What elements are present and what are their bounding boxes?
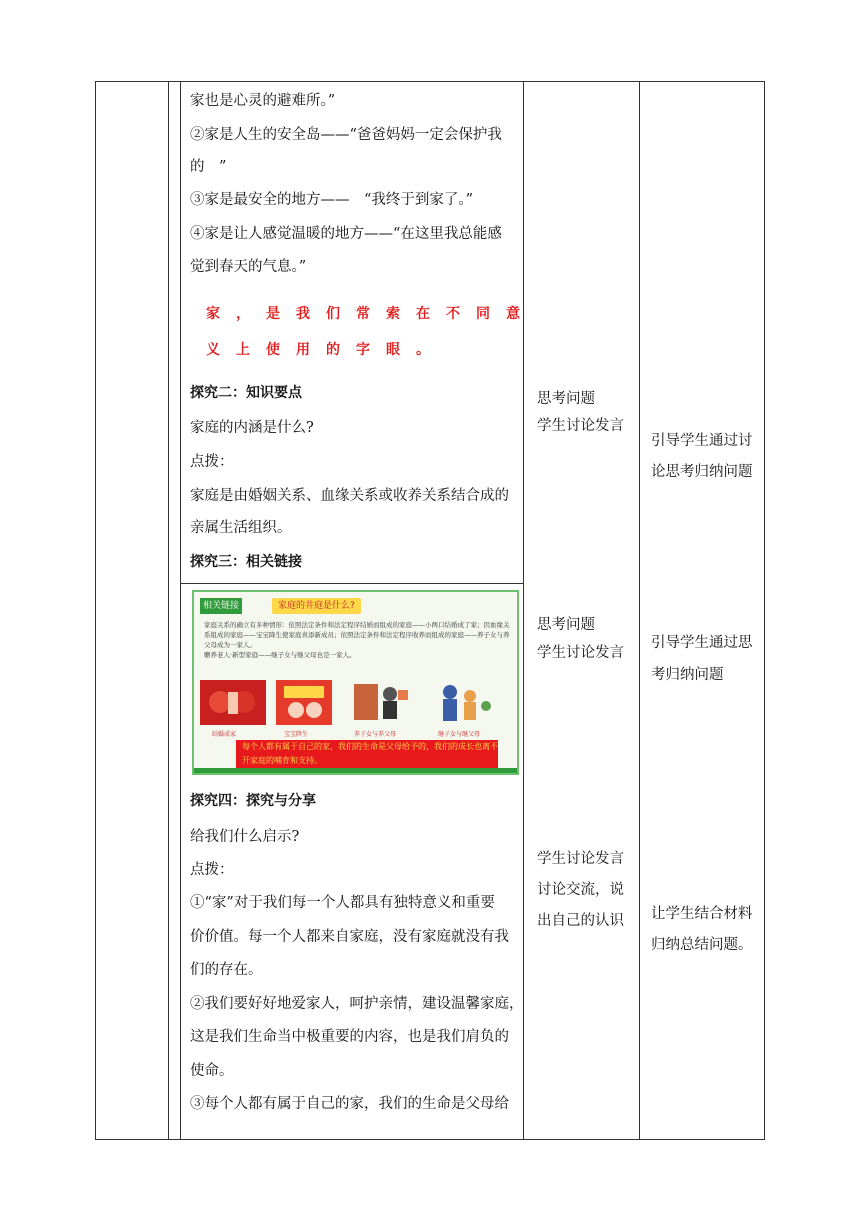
student-activity: 思考问题: [537, 391, 595, 407]
student-activity: 出自己的认识: [537, 913, 624, 929]
caption: 结婚成家: [212, 731, 237, 738]
baby-photo: [276, 680, 332, 725]
section-heading: 探究二：知识要点: [190, 385, 302, 401]
panel-title: 家庭的井庭是什么?: [272, 598, 361, 614]
answer-text: 使命。: [190, 1063, 234, 1079]
panel-extra: 赡养老人·新型家庭——继子女与继父母也是一家人。: [204, 651, 356, 659]
text-line: ④家是让人感觉温暖的地方——“在这里我总能感: [190, 226, 502, 242]
text-line: 的 ”: [190, 159, 227, 175]
wedding-photo: [200, 680, 266, 725]
highlight-line: 义上使用的字眼。: [206, 342, 446, 358]
design-intent: 考归纳问题: [651, 667, 724, 683]
col-divider-2: [180, 82, 181, 1139]
family-cartoon: [432, 680, 498, 725]
design-intent: 让学生结合材料: [651, 906, 753, 922]
design-intent: 论思考归纳问题: [651, 464, 753, 480]
col-divider-1: [168, 82, 169, 1139]
design-intent: 引导学生通过讨: [651, 433, 753, 449]
panel-badge: 相关链接: [200, 598, 242, 614]
related-link-image: [192, 590, 519, 775]
student-activity: 讨论交流，说: [537, 882, 624, 898]
hint-label: 点拨：: [190, 862, 234, 878]
answer-text: 亲属生活组织。: [190, 520, 292, 536]
question-text: 家庭的内涵是什么?: [190, 420, 314, 436]
question-text: 给我们什么启示?: [190, 829, 300, 845]
panel-bottom-bar: [194, 768, 517, 773]
student-activity: 学生讨论发言: [537, 851, 624, 867]
col-divider-3: [523, 82, 524, 1139]
answer-text: ①“家”对于我们每一个人都具有独特意义和重要: [190, 895, 495, 911]
text-line: 家也是心灵的避难所。”: [190, 93, 336, 109]
panel-body: 家庭关系的确立有多种情形：依照法定条件和法定程序结婚而组成的家庭——小两口结婚成了家；因血缘关系组成的家庭——宝宝降生使家庭喜添新成员；依照法定条件和法定程序收养而组成的家庭——养子女与养父母成为一家人。: [204, 621, 510, 649]
answer-text: ③每个人都有属于自己的家，我们的生命是父母给: [190, 1096, 509, 1112]
answer-text: 们的存在。: [190, 962, 263, 978]
text-line: ③家是最安全的地方—— “我终于到家了。”: [190, 192, 474, 208]
col-divider-4: [639, 82, 640, 1139]
panel-text: [204, 620, 514, 660]
text-line: ②家是人生的安全岛——“爸爸妈妈一定会保护我: [190, 127, 502, 143]
answer-text: 这是我们生命当中极重要的内容，也是我们肩负的: [190, 1029, 509, 1045]
caption: 继子女与继父母: [438, 731, 481, 738]
design-intent: 归纳总结问题。: [651, 937, 753, 953]
panel-banner: 每个人都有属于自己的家，我们的生命是父母给予的，我们的成长也离不开家庭的哺育和支持。: [236, 740, 498, 768]
student-activity: 学生讨论发言: [537, 645, 624, 661]
student-activity: 思考问题: [537, 617, 595, 633]
caption: 宝宝降生: [284, 731, 309, 738]
answer-text: ②我们要好好地爱家人，呵护亲情，建设温馨家庭，: [190, 996, 524, 1012]
student-activity: 学生讨论发言: [537, 418, 624, 434]
caption: 养子女与养父母: [354, 731, 397, 738]
adoption-cartoon: [350, 680, 410, 725]
row-divider: [180, 583, 523, 584]
hint-label: 点拨：: [190, 454, 234, 470]
section-heading: 探究四：探究与分享: [190, 793, 316, 809]
section-heading: 探究三：相关链接: [190, 554, 302, 570]
highlight-line: 家，是我们常索在不同意: [206, 306, 536, 322]
answer-text: 家庭是由婚姻关系、血缘关系或收养关系结合成的: [190, 488, 509, 504]
text-line: 觉到春天的气息。”: [190, 259, 307, 275]
answer-text: 价价值。每一个人都来自家庭，没有家庭就没有我: [190, 929, 509, 945]
design-intent: 引导学生通过思: [651, 635, 753, 651]
